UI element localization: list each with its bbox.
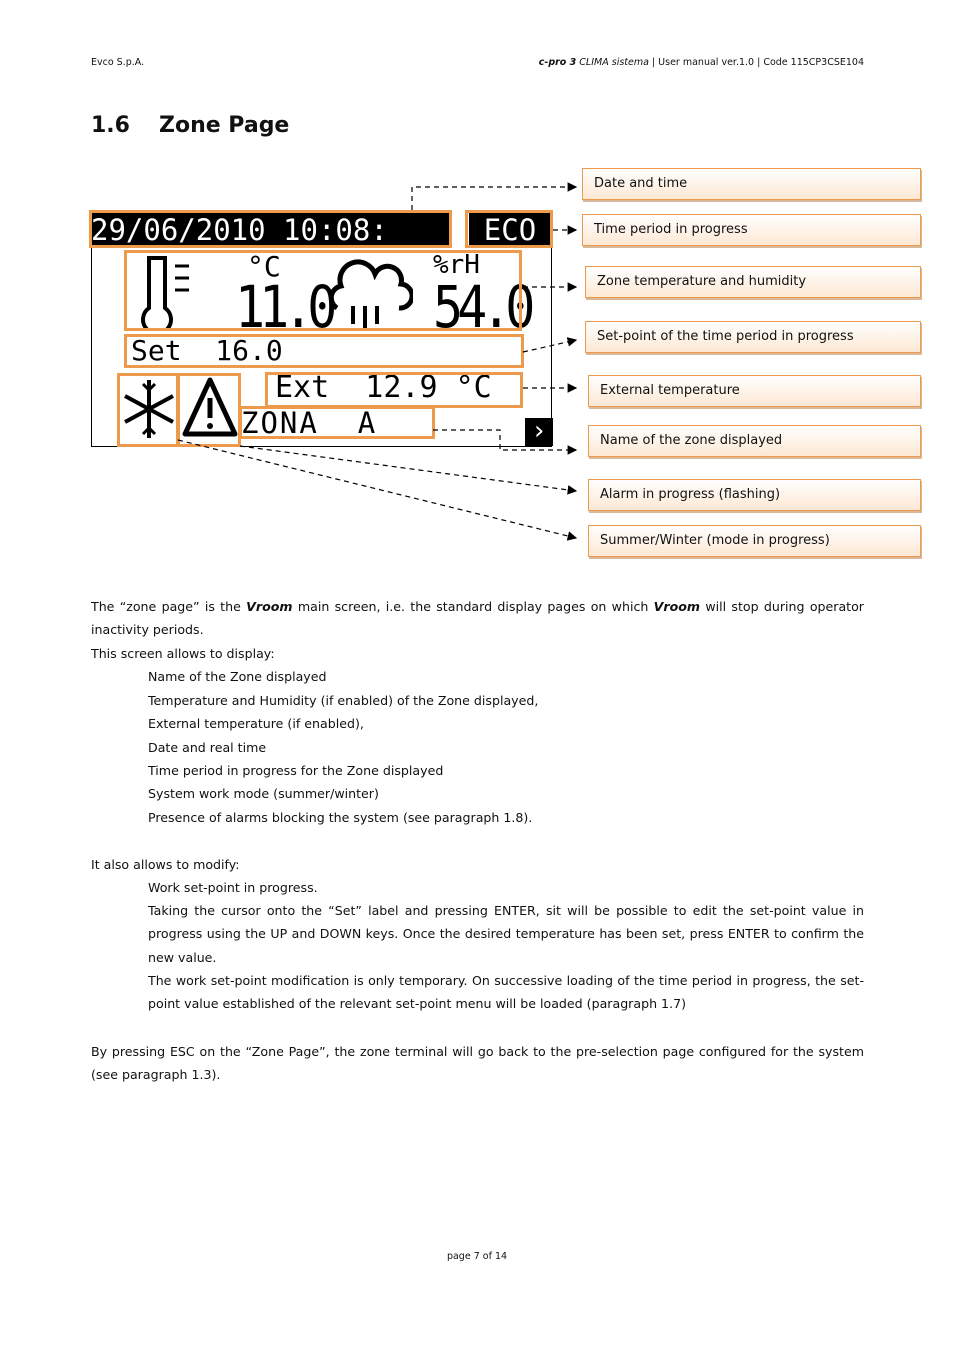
header-manual-code: | User manual ver.1.0 | Code 115CP3CSE104: [648, 57, 864, 68]
lcd-period: ECO: [469, 213, 551, 247]
paragraph-modify-intro: It also allows to modify:: [91, 857, 240, 872]
lcd-humidity: 54.0: [433, 274, 530, 341]
lcd-temp-unit: °C: [247, 250, 281, 283]
modify-item: Work set-point in progress.: [148, 880, 318, 895]
header-company: Evco S.p.A.: [91, 57, 145, 68]
section-number: 1.6: [91, 113, 130, 138]
header-product-sub: CLIMA sistema: [579, 57, 649, 68]
lcd-external: Ext 12.9 °C: [275, 370, 492, 405]
lcd-temperature: 11.0: [235, 274, 332, 341]
paragraph-esc: By pressing ESC on the “Zone Page”, the zone terminal will go back to the pre-selection page configured for the system (see paragraph 1.3).: [91, 1044, 864, 1083]
callout-external-temp: External temperature: [588, 375, 921, 407]
modify-item: The work set-point modification is only temporary. On successive loading of the time period in progress, the set-point value established of the relevant set-point menu will be loaded (paragraph 1.7): [148, 973, 864, 1012]
intro-vroom-1: Vroom: [246, 599, 293, 614]
display-item: Temperature and Humidity (if enabled) of the Zone displayed,: [148, 693, 539, 708]
display-item: Presence of alarms blocking the system (see paragraph 1.8).: [148, 810, 533, 825]
callout-date-time: Date and time: [582, 168, 921, 200]
callout-summer-winter: Summer/Winter (mode in progress): [588, 525, 921, 557]
lcd-arrow-button[interactable]: ›: [525, 418, 553, 446]
lcd-date-time: 29/06/2010 10:08:: [91, 213, 450, 247]
callout-zone-temp-humidity: Zone temperature and humidity: [585, 266, 921, 298]
modify-item: Taking the cursor onto the “Set” label and pressing ENTER, sit will be possible to edit the set-point value in progress using the UP and DOWN keys. Once the desired temperature has been set, press ENTER to confirm the new value.: [148, 903, 864, 965]
display-item: Name of the Zone displayed: [148, 669, 327, 684]
display-item: External temperature (if enabled),: [148, 716, 364, 731]
header-product: c-pro 3: [538, 57, 577, 68]
lcd-zone-name: ZONA A: [241, 406, 378, 440]
callout-setpoint: Set-point of the time period in progress: [585, 321, 921, 353]
lcd-hum-unit: %rH: [433, 250, 480, 280]
section-name: Zone Page: [159, 113, 290, 138]
page-number: page 7 of 14: [446, 1251, 508, 1262]
intro-text-e: will stop during operator inactivity periods.: [91, 599, 864, 638]
display-item: Date and real time: [148, 740, 267, 755]
callout-zone-name: Name of the zone displayed: [588, 425, 921, 457]
paragraph-display-intro: This screen allows to display:: [91, 646, 275, 661]
lcd-setpoint: Set 16.0: [131, 334, 283, 367]
intro-text-c: main screen, i.e. the standard display pages on which: [292, 599, 654, 614]
intro-vroom-2: Vroom: [653, 599, 701, 614]
display-item: Time period in progress for the Zone displayed: [148, 763, 444, 778]
intro-text-a: The “zone page” is the: [91, 599, 247, 614]
callout-time-period: Time period in progress: [582, 214, 921, 246]
display-item: System work mode (summer/winter): [148, 786, 379, 801]
paragraph-intro: [91, 595, 864, 642]
callout-alarm: Alarm in progress (flashing): [588, 479, 921, 511]
